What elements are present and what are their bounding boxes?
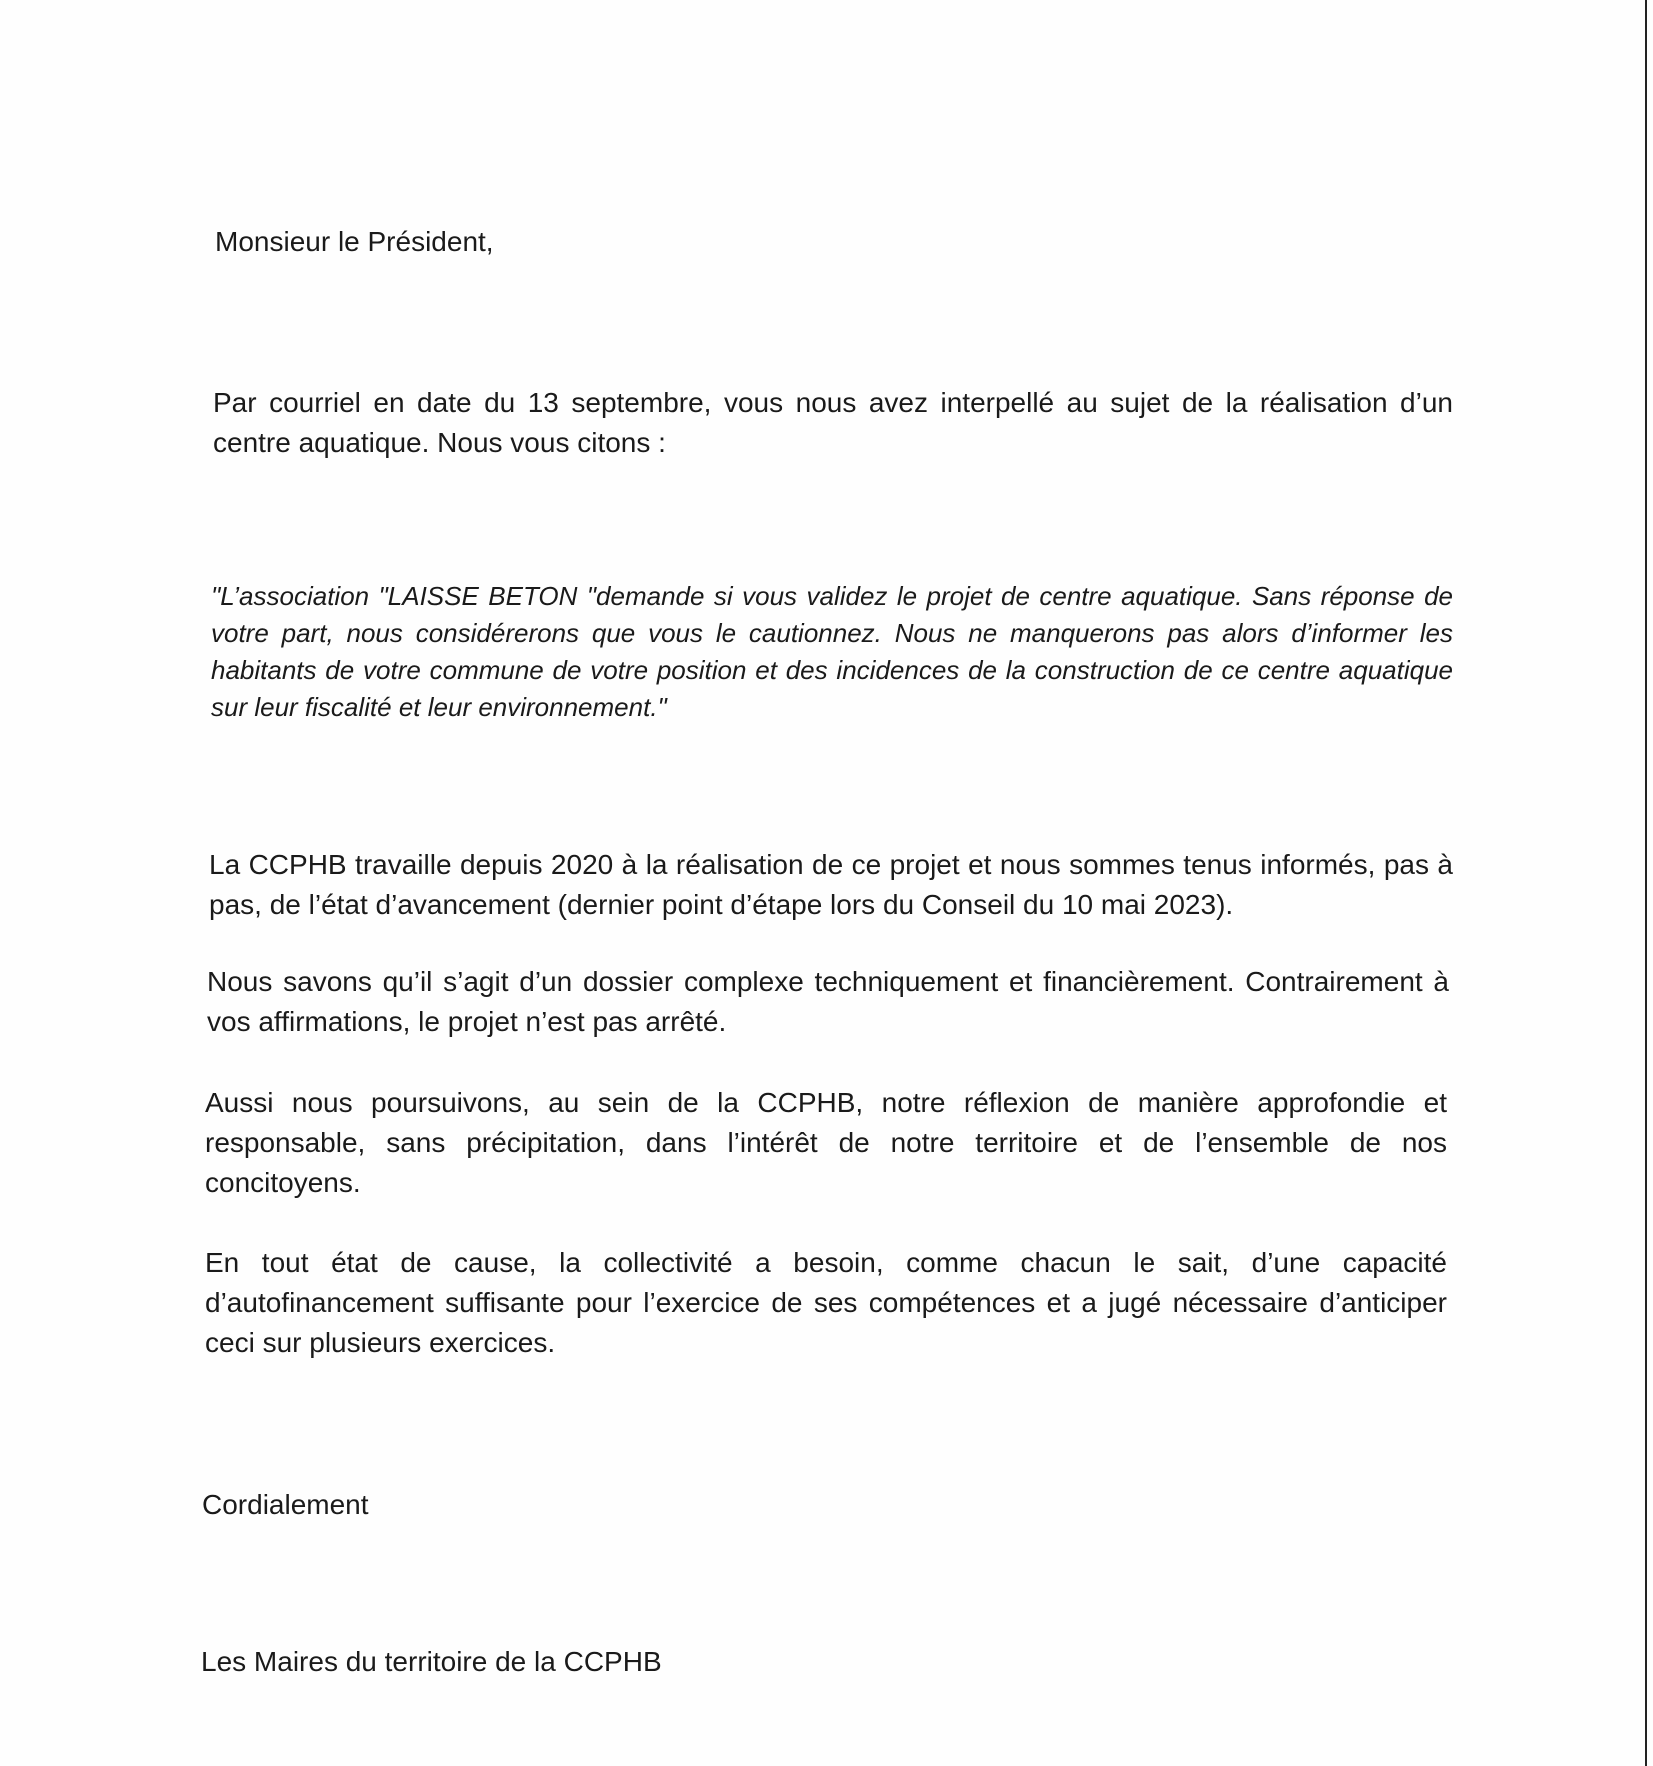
paragraph-complexity: Nous savons qu’il s’agit d’un dossier complexe techniquement et financièrement. Contrairement à vos affirmations, le projet n’est pas arrêté. — [207, 966, 1449, 1037]
paragraph-reflection: Aussi nous poursuivons, au sein de la CCPHB, notre réflexion de manière approfondie et responsable, sans précipitation, dans l’intérêt de notre territoire et de l’ensemble de nos concitoyens. — [205, 1087, 1447, 1198]
quoted-email: "L’association "LAISSE BETON "demande si vous validez le projet de centre aquatique. Sans réponse de votre part, nous considérerons que vous le cautionnez. Nous ne manquerons pas alors d’informer les habitants de votre commune de votre position et des incidences de la construction de ce centre aquatique sur leur fiscalité et leur environnement." — [211, 581, 1453, 722]
salutation: Monsieur le Président, — [215, 226, 494, 257]
page-edge-border — [1645, 0, 1647, 1766]
paragraph-self-financing: En tout état de cause, la collectivité a besoin, comme chacun le sait, d’une capacité d’autofinancement suffisante pour l’exercice de ses compétences et a jugé nécessaire d’anticiper ceci sur plusieurs exercices. — [205, 1247, 1447, 1358]
signature: Les Maires du territoire de la CCPHB — [201, 1646, 662, 1677]
closing: Cordialement — [202, 1489, 369, 1520]
paragraph-project-status: La CCPHB travaille depuis 2020 à la réalisation de ce projet et nous sommes tenus informés, pas à pas, de l’état d’avancement (dernier point d’étape lors du Conseil du 10 mai 2023). — [209, 849, 1453, 920]
intro-paragraph: Par courriel en date du 13 septembre, vous nous avez interpellé au sujet de la réalisation d’un centre aquatique. Nous vous citons : — [213, 387, 1453, 458]
